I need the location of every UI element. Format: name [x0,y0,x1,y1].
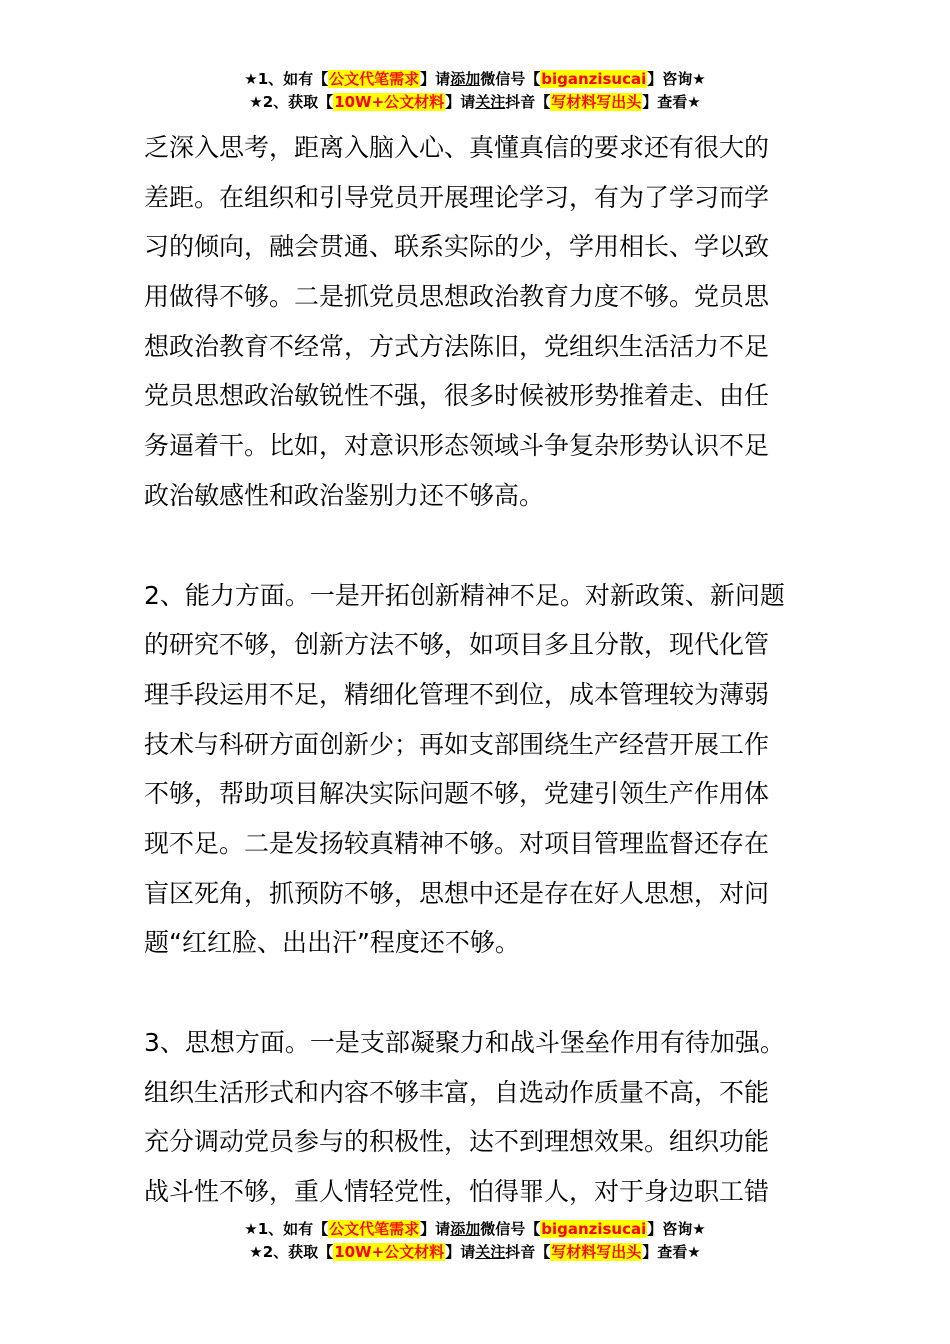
header-banner [0,68,950,114]
text-line: 不够，帮助项目解决实际问题不够，党建引领生产作用体 [144,779,770,809]
banner-text: 】请 [420,1220,451,1238]
banner-highlight-wechat-id: biganzisucai [541,70,647,88]
banner-underlined: 关注 [475,1243,506,1261]
banner-line-1 [0,68,950,91]
banner-text: 抖音【 [505,1243,551,1261]
banner-underlined: 添加 [450,1220,481,1238]
banner-highlight-wechat-id: biganzisucai [541,1220,647,1238]
paragraph-3 [144,1018,808,1217]
banner-highlight-douyin: 写材料写出头 [551,93,642,111]
banner-line-2 [0,91,950,114]
star-icon: ★ [244,1220,258,1238]
banner-highlight-douyin: 写材料写出头 [551,1243,642,1261]
banner-highlight-service: 公文代笔需求 [329,1220,420,1238]
text-line: 乏深入思考，距离入脑入心、真懂真信的要求还有很大的 [144,133,770,162]
banner-highlight-materials: 10W+公文材料 [334,1243,445,1261]
text-line: 务逼着干。比如，对意识形态领域斗争复杂形势认识不足 [144,431,770,461]
banner-text: 】请 [445,1243,476,1261]
star-icon: ★ [249,1243,263,1261]
text-line: 组织生活形式和内容不够丰富，自选动作质量不高，不能 [144,1077,770,1107]
banner-text: 】查看★ [642,1243,701,1261]
banner-text: 】请 [445,93,476,111]
star-icon: ★ [249,93,263,111]
text-line: 用做得不够。二是抓党员思想政治教育力度不够。党员思 [144,282,770,312]
document-body [144,123,808,1217]
banner-highlight-materials: 10W+公文材料 [334,93,445,111]
text-line: 充分调动党员参与的积极性，达不到理想效果。组织功能 [144,1127,770,1157]
text-line: 想政治教育不经常，方式方法陈旧，党组织生活活力不足 [144,331,770,361]
text-line: 战斗性不够，重人情轻党性，怕得罪人，对于身边职工错 [144,1177,770,1207]
banner-text: 】查看★ [642,93,701,111]
text-line: 政治敏感性和政治鉴别力还不够高。 [144,480,545,510]
banner-text: 微信号【 [480,70,541,88]
banner-text: 1、如有【 [257,70,329,88]
paragraph-1 [144,123,808,521]
banner-text: 2、获取【 [262,1243,334,1261]
footer-banner [0,1218,950,1264]
star-icon: ★ [244,70,258,88]
text-line: 题“红红脸、出出汗”程度还不够。 [144,928,520,958]
text-line: 盲区死角，抓预防不够，思想中还是存在好人思想，对问 [144,878,770,908]
paragraph-2 [144,571,808,969]
paragraph-spacer [144,521,808,571]
text-line: 3、思想方面。一是支部凝聚力和战斗堡垒作用有待加强。 [144,1028,785,1057]
banner-text: 抖音【 [505,93,551,111]
text-line: 习的倾向，融会贯通、联系实际的少，学用相长、学以致 [144,232,770,262]
banner-text: 】请 [420,70,451,88]
banner-line-2 [0,1241,950,1264]
text-line: 技术与科研方面创新少；再如支部围绕生产经营开展工作 [144,729,770,759]
text-line: 党员思想政治敏锐性不强，很多时候被形势推着走、由任 [144,381,770,411]
text-line: 差距。在组织和引导党员开展理论学习，有为了学习而学 [144,182,770,212]
banner-text: 1、如有【 [257,1220,329,1238]
banner-text: 】咨询★ [647,1220,706,1238]
text-line: 现不足。二是发扬较真精神不够。对项目管理监督还存在 [144,828,770,858]
banner-highlight-service: 公文代笔需求 [329,70,420,88]
banner-line-1 [0,1218,950,1241]
banner-text: 微信号【 [480,1220,541,1238]
text-line: 2、能力方面。一是开拓创新精神不足。对新政策、新问题 [144,580,785,610]
banner-text: 】咨询★ [647,70,706,88]
text-line: 的研究不够，创新方法不够，如项目多且分散，现代化管 [144,630,770,660]
banner-underlined: 添加 [450,70,481,88]
paragraph-spacer [144,968,808,1018]
text-line: 理手段运用不足，精细化管理不到位，成本管理较为薄弱 [144,679,770,709]
banner-underlined: 关注 [475,93,506,111]
banner-text: 2、获取【 [262,93,334,111]
